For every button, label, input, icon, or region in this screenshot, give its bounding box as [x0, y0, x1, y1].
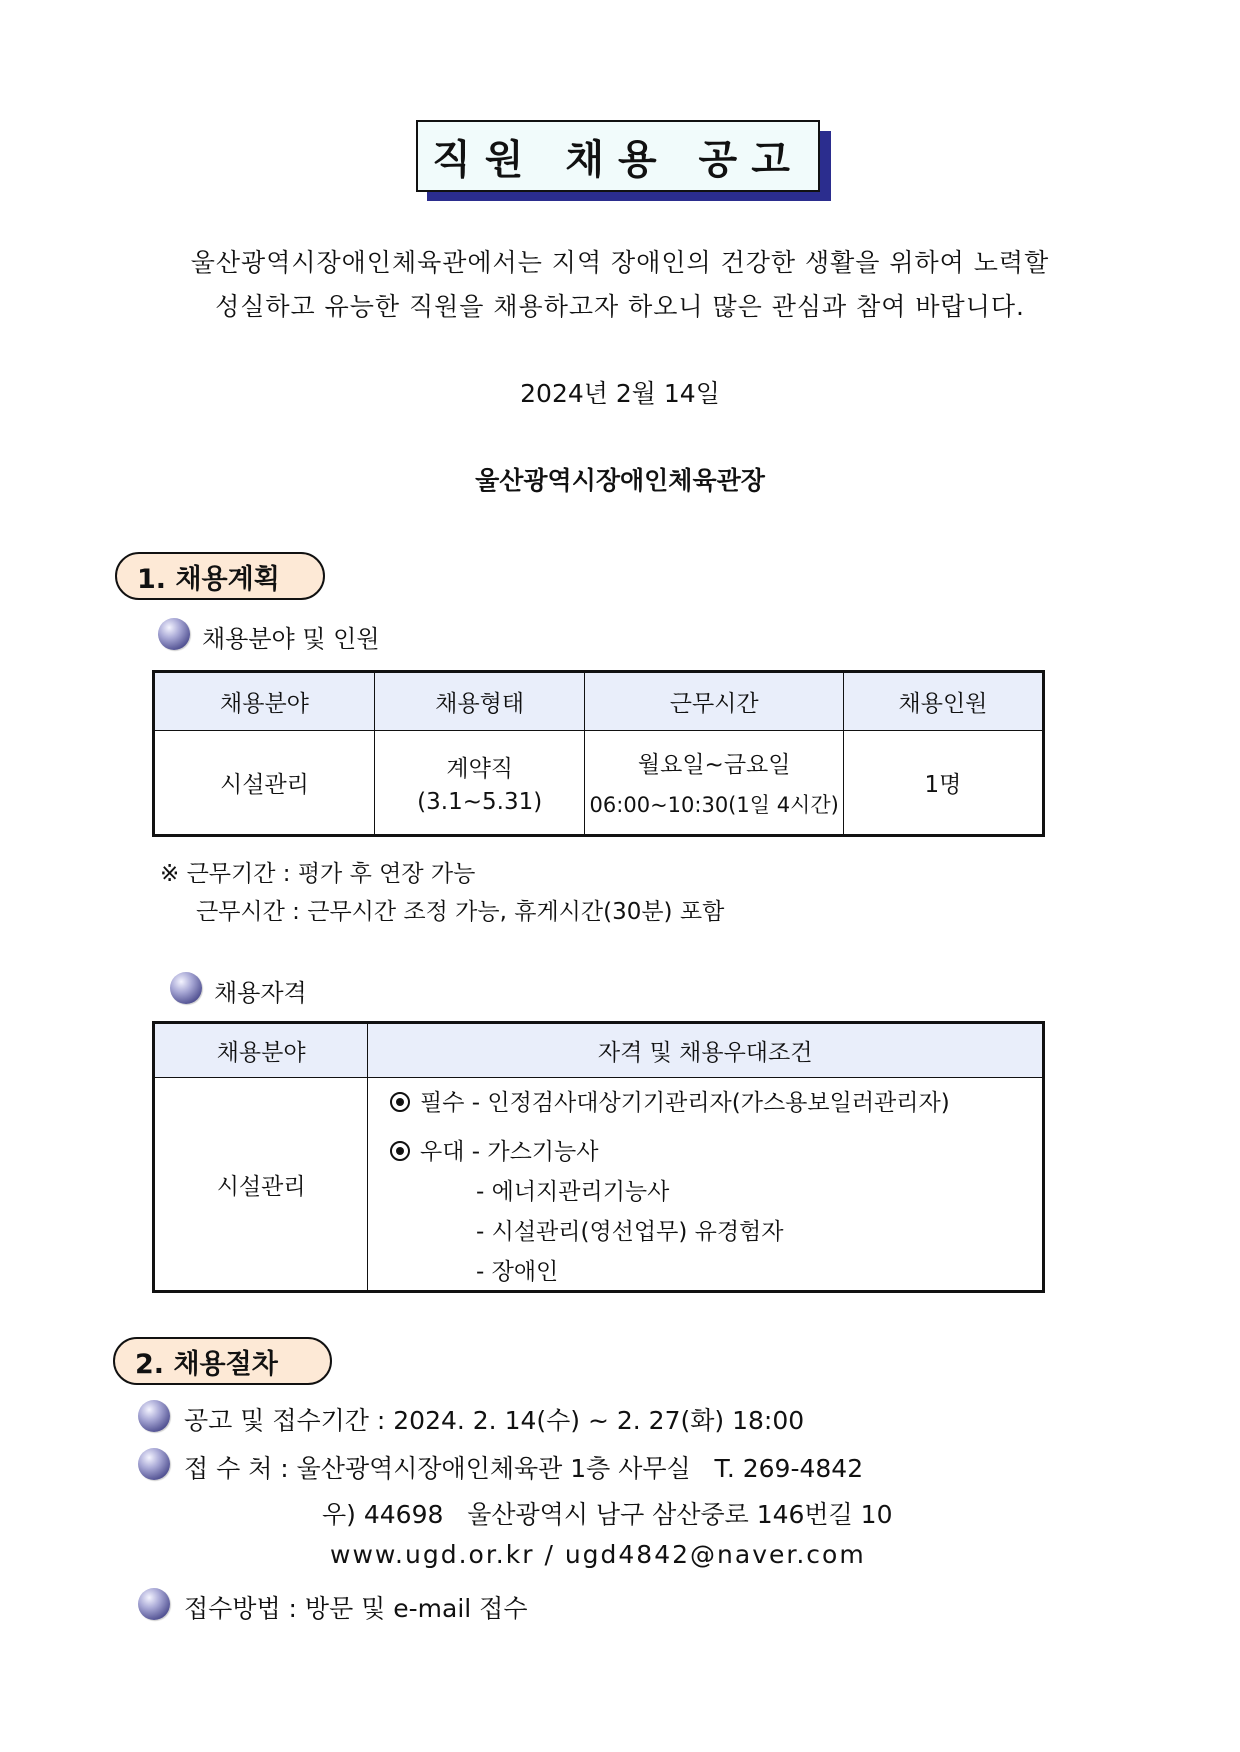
bullet-ball-icon	[138, 1400, 170, 1432]
notice-date: 2024년 2월 14일	[520, 379, 720, 408]
web-email: www.ugd.or.kr / ugd4842@naver.com	[330, 1540, 866, 1569]
note-work-hours: 근무시간 : 근무시간 조정 가능, 휴게시간(30분) 포함	[196, 899, 725, 925]
position-type	[374, 731, 585, 836]
organization-name: 울산광역시장애인체육관장	[475, 466, 765, 495]
position-type-line-1: 계약직	[446, 756, 514, 782]
position-hours-line-1: 월요일~금요일	[637, 752, 791, 778]
office-address: 우) 44698 울산광역시 남구 삼산중로 146번길 10	[322, 1500, 893, 1529]
position-type-line-2: (3.1~5.31)	[417, 789, 543, 815]
preferred-item: - 장애인	[476, 1259, 559, 1285]
note-work-period: ※ 근무기간 : 평가 후 연장 가능	[160, 861, 476, 887]
preferred-condition-text: 우대 - 가스기능사	[420, 1139, 599, 1165]
position-hours-line-2: 06:00~10:30(1일 4시간)	[589, 793, 839, 817]
bullet-ball-icon	[158, 618, 190, 650]
sub-heading-positions: 채용분야 및 인원	[202, 625, 380, 653]
qualification-field: 시설관리	[154, 1078, 368, 1292]
positions-header-count: 채용인원	[843, 672, 1043, 731]
position-field: 시설관리	[154, 731, 375, 836]
positions-header-field: 채용분야	[154, 672, 375, 731]
bullet-ball-icon	[138, 1448, 170, 1480]
application-method: 접수방법 : 방문 및 e-mail 접수	[184, 1594, 528, 1623]
sub-heading-qualifications: 채용자격	[214, 979, 307, 1007]
intro-line-1: 울산광역시장애인체육관에서는 지역 장애인의 건강한 생활을 위하여 노력할	[190, 248, 1050, 277]
required-condition	[390, 1084, 950, 1117]
application-period: 공고 및 접수기간 : 2024. 2. 14(수) ~ 2. 27(화) 18:00	[184, 1406, 805, 1435]
page-title: 직원 채용 공고	[416, 120, 820, 192]
qualifications-table	[152, 1021, 1045, 1293]
preferred-item: - 시설관리(영선업무) 유경험자	[476, 1219, 784, 1245]
positions-header-type: 채용형태	[374, 672, 585, 731]
positions-table	[152, 670, 1045, 837]
position-count: 1명	[843, 731, 1043, 836]
section-1-heading: 1. 채용계획	[115, 552, 325, 600]
radio-bullet-icon	[390, 1092, 410, 1112]
bullet-ball-icon	[138, 1588, 170, 1620]
section-2-heading: 2. 채용절차	[113, 1337, 332, 1385]
preferred-item: - 에너지관리기능사	[476, 1179, 670, 1205]
qualifications-header-conditions: 자격 및 채용우대조건	[368, 1023, 1044, 1078]
required-condition-text: 필수 - 인정검사대상기기관리자(가스용보일러관리자)	[420, 1090, 950, 1116]
qualifications-header-field: 채용분야	[154, 1023, 368, 1078]
bullet-ball-icon	[170, 972, 202, 1004]
radio-bullet-icon	[390, 1141, 410, 1161]
application-office: 접 수 처 : 울산광역시장애인체육관 1층 사무실 T. 269-4842	[184, 1454, 864, 1483]
position-hours	[585, 731, 843, 836]
preferred-condition	[390, 1133, 598, 1166]
intro-line-2: 성실하고 유능한 직원을 채용하고자 하오니 많은 관심과 참여 바랍니다.	[215, 292, 1025, 321]
positions-header-hours: 근무시간	[585, 672, 843, 731]
